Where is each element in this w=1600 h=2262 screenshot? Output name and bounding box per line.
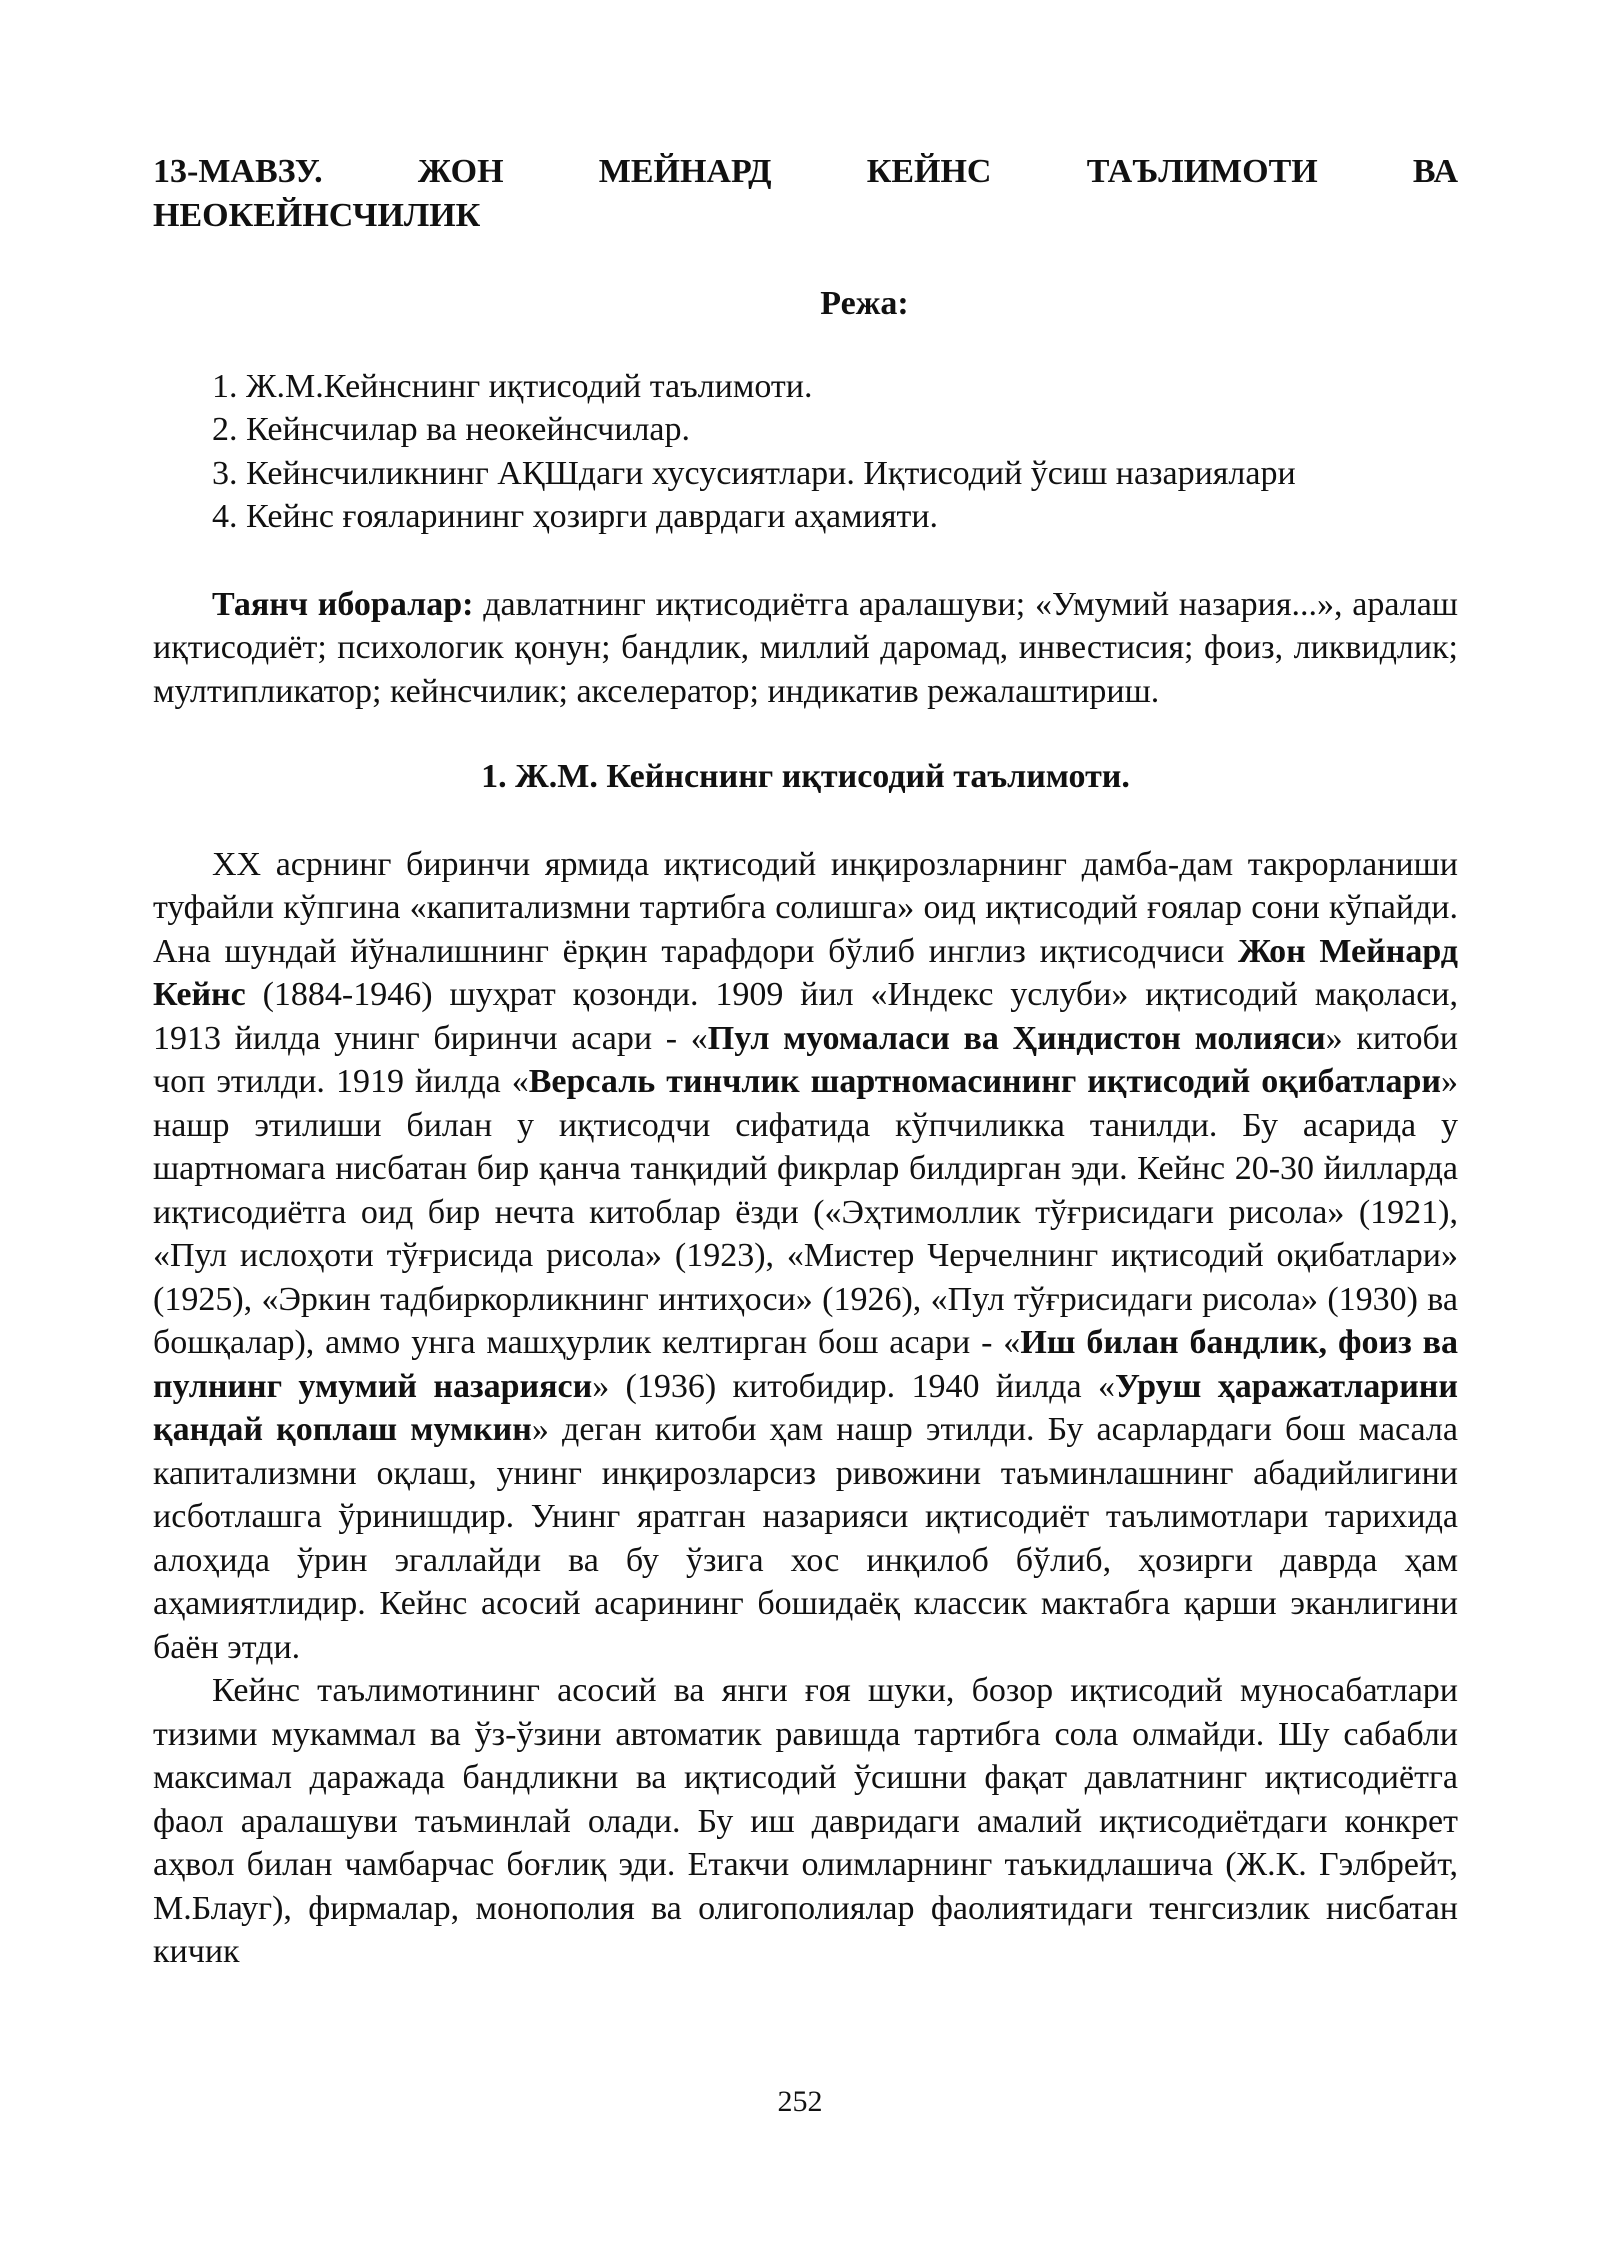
topic-title-line-1: 13-МАВЗУ. ЖОН МЕЙНАРД КЕЙНС ТАЪЛИМОТИ ВА: [153, 153, 1458, 190]
keywords-label: Таянч иборалар:: [212, 585, 474, 623]
bold-book-title: Версаль тинчлик шартномасининг иқтисодий оқибатлари: [528, 1063, 1441, 1100]
text-run: XX асрнинг биринчи ярмида иқтисодий инқирозларнинг дамба-дам такрорланиши туфайли кўпгина «капитализмни тартибга солишга» оид иқтисодий ғоялар сони кўпайди. Ана шундай йўналишнинг ёрқин тарафдори бўлиб инглиз иқтисодчиси: [153, 845, 1458, 970]
keywords-paragraph: [153, 583, 1458, 714]
page-number: 252: [777, 2085, 823, 2118]
text-run: » деган китоби ҳам нашр этилди. Бу асарлардаги бош масала капитализмни оқлаш, унинг инқирозларсиз ривожини таъминлашнинг абадийлигини исботлашга ўринишдир. Унинг яратган назарияси иқтисодиёт таълимотлари тарихида алоҳида ўрин эгаллайди ва бу ўзига хос инқилоб бўлиб, ҳозирги даврда ҳам аҳамиятлидир. Кейнс асосий асарининг бошидаёқ классик мактабга қарши эканлигини баён этди.: [153, 1411, 1458, 1666]
bold-book-title: Уруш ҳаражатларини қандай қоплаш мумкин: [153, 1367, 1458, 1448]
plan-item: 2. Кейнсчилар ва неокейнсчилар.: [212, 411, 691, 448]
plan-item: 4. Кейнс ғояларининг ҳозирги даврдаги аҳамияти.: [212, 498, 939, 535]
text-run: » (1936) китобидир. 1940 йилда «: [592, 1367, 1115, 1405]
body-paragraph-1: [153, 843, 1458, 1670]
keywords-text: давлатнинг иқтисодиётга аралашуви; «Умумий назария...», аралаш иқтисодиёт; психологик қонун; бандлик, миллий даромад, инвестисия; фоиз, ликвидлик; мултипликатор; кейнсчилик; акселератор; индикатив режалаштириш.: [153, 585, 1458, 710]
plan-list: [153, 365, 1458, 539]
plan-heading: Режа:: [820, 285, 909, 322]
topic-title-line-2: НЕОКЕЙНСЧИЛИК: [153, 196, 481, 234]
section-title: 1. Ж.М. Кейнснинг иқтисодий таълимоти.: [481, 758, 1130, 795]
text-run: (1884-1946) шуҳрат қозонди. 1909 йил «Индекс услуби» иқтисодий мақоласи, 1913 йилда унинг биринчи асари - «: [153, 976, 1458, 1057]
bold-book-title: Иш билан бандлик, фоиз ва пулнинг умумий назарияси: [153, 1324, 1458, 1405]
document-page: [153, 150, 1458, 1974]
text-run: » нашр этилиши билан у иқтисодчи сифатида кўпчиликка танилди. Бу асарида у шартномага нисбатан бир қанча танқидий фикрлар билдирган эди. Кейнс 20-30 йилларда иқтисодиётга оид бир нечта китоблар ёзди («Эҳтимоллик тўғрисидаги рисола» (1921), «Пул ислоҳоти тўғрисида рисола» (1923), «Мистер Черчелнинг иқтисодий оқибатлари» (1925), «Эркин тадбиркорликнинг интиҳоси» (1926), «Пул тўғрисидаги рисола» (1930) ва бошқалар), аммо унга машҳурлик келтирган бош асари - «: [153, 1063, 1458, 1361]
bold-name: Жон Мейнард Кейнс: [153, 932, 1458, 1013]
plan-item: 1. Ж.М.Кейнснинг иқтисодий таълимоти.: [212, 367, 813, 405]
plan-item: 3. Кейнсчиликнинг АҚШдаги хусусиятлари. Иқтисодий ўсиш назариялари: [212, 454, 1296, 492]
topic-title: [153, 150, 1458, 237]
body-paragraph-2: Кейнс таълимотининг асосий ва янги ғоя шуки, бозор иқтисодий муносабатлари тизими мукаммал ва ўз-ўзини автоматик равишда тартибга сола олмайди. Шу сабабли максимал даражада бандликни ва иқтисодий ўсишни фақат давлатнинг иқтисодиётга фаол аралашуви таъминлай олади. Бу иш давридаги амалий иқтисодиётдаги конкрет аҳвол билан чамбарчас боғлиқ эди. Етакчи олимларнинг таъкидлашича (Ж.К. Гэлбрейт, М.Блауг), фирмалар, монополия ва олигополиялар фаолиятидаги тенгсизлик нисбатан кичик: [153, 1672, 1458, 1970]
text-run: » китоби чоп этилди. 1919 йилда «: [153, 1019, 1458, 1100]
bold-book-title: Пул муомаласи ва Ҳиндистон молияси: [707, 1019, 1326, 1057]
